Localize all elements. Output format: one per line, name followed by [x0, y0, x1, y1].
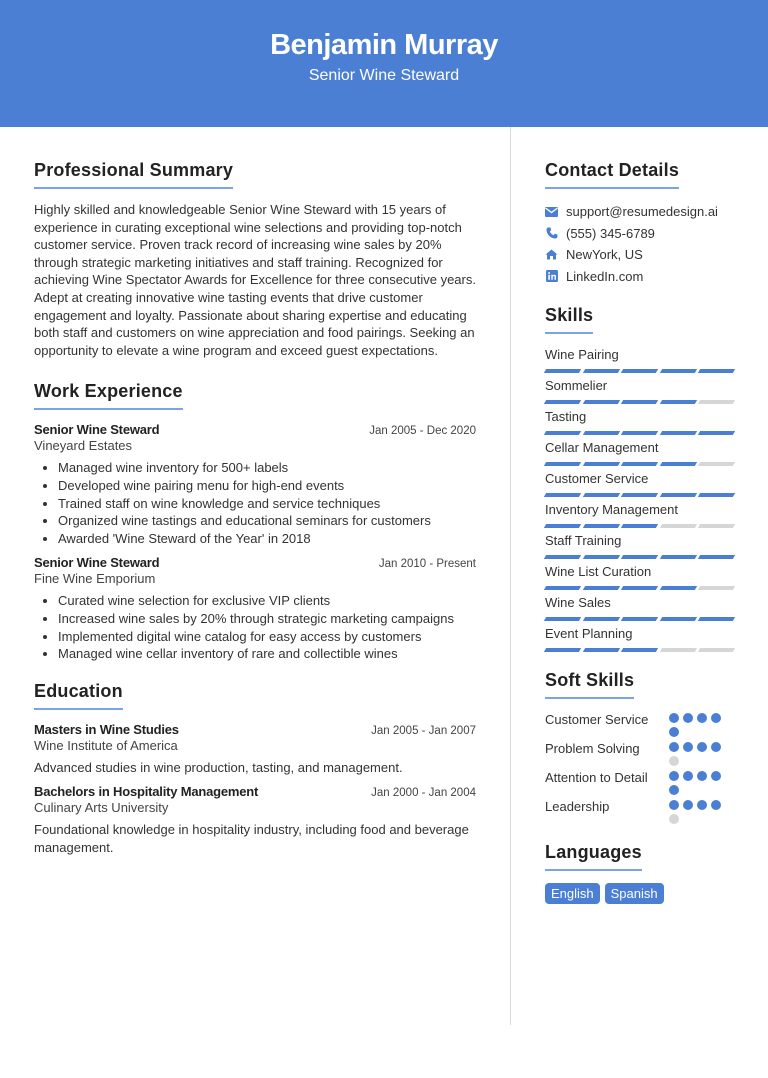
rating-dot-filled	[697, 800, 707, 810]
skill-name: Sommelier	[545, 378, 608, 393]
skill-level-bar	[545, 555, 734, 559]
job-title: Senior Wine Steward	[34, 555, 160, 571]
rating-dot-filled	[683, 742, 693, 752]
skill-level-bar	[545, 431, 734, 435]
rating-dot-filled	[683, 713, 693, 723]
education-section	[34, 681, 476, 857]
skill-item	[545, 625, 740, 652]
skill-segment-filled	[621, 462, 658, 466]
job-header	[34, 422, 476, 437]
skill-segment-filled	[544, 400, 581, 404]
soft-skill-item	[545, 798, 740, 824]
job-header	[34, 555, 476, 570]
job-bullet: • Increased wine sales by 20% through strategic marketing campaigns	[58, 610, 476, 628]
rating-dot-filled	[669, 800, 679, 810]
rating-dot-filled	[711, 742, 721, 752]
soft-skill-rating	[669, 740, 725, 766]
education-entry	[34, 722, 476, 777]
rating-dot-filled	[697, 742, 707, 752]
skill-segment-filled	[544, 555, 581, 559]
skill-segment-filled	[582, 431, 619, 435]
job-bullet: • Organized wine tastings and educational seminars for customers	[58, 512, 476, 530]
skill-segment-filled	[582, 648, 619, 652]
rating-dot-filled	[669, 713, 679, 723]
education-description: Foundational knowledge in hospitality industry, including food and beverage management.	[34, 822, 469, 855]
contact-item[interactable]	[545, 266, 740, 288]
skill-segment-empty	[698, 524, 735, 528]
rating-dot-filled	[711, 800, 721, 810]
skill-name: Wine Sales	[545, 595, 611, 610]
rating-dot-filled	[669, 785, 679, 795]
education-dates: Jan 2005 - Jan 2007	[371, 724, 476, 737]
contact-item[interactable]	[545, 223, 740, 245]
skill-item	[545, 439, 740, 466]
skill-segment-filled	[698, 493, 735, 497]
summary-text: Highly skilled and knowledgeable Senior Wine Steward with 15 years of experience in curating exceptional wine selections and providing top-notch customer service. Proven track record of increasing wine sales by 20% through strategic marketing initiatives and staff training. Recognized for achieving Wine Spectator Awards for Excellence for three consecutive years. Adept at creating innovative wine tasting events that drive customer engagement and loyalty. Passionate about sharing expertise and educating both staff and customers on wine appreciation and food pairings. Seeking an opportunity to elevate a wine program and exceed guest expectations.	[34, 202, 476, 358]
skill-level-bar	[545, 648, 734, 652]
skill-level-bar	[545, 586, 734, 590]
resume-header	[0, 0, 768, 127]
rating-dot-filled	[697, 713, 707, 723]
education-heading: Education	[34, 681, 123, 710]
skill-level-bar	[545, 400, 734, 404]
contact-text[interactable]: NewYork, US	[566, 247, 643, 263]
skill-name: Customer Service	[545, 471, 649, 486]
skill-segment-filled	[698, 617, 735, 621]
skill-segment-filled	[660, 431, 697, 435]
soft-skill-rating	[669, 711, 725, 737]
job-entry	[34, 555, 476, 662]
skill-name: Staff Training	[545, 533, 622, 548]
education-school: Wine Institute of America	[34, 737, 178, 753]
skill-segment-filled	[621, 431, 658, 435]
soft-skill-rating	[669, 798, 725, 824]
right-column	[545, 160, 740, 922]
rating-dot-filled	[683, 771, 693, 781]
skill-segment-filled	[582, 586, 619, 590]
education-dates: Jan 2000 - Jan 2004	[371, 787, 476, 800]
skill-segment-filled	[660, 617, 697, 621]
soft-skill-name: Problem Solving	[545, 741, 640, 756]
skill-segment-empty	[698, 648, 735, 652]
languages-heading: Languages	[545, 842, 642, 871]
skill-item	[545, 346, 740, 373]
skill-segment-filled	[582, 369, 619, 373]
job-bullet: • Trained staff on wine knowledge and service techniques	[58, 495, 476, 513]
skill-item	[545, 501, 740, 528]
languages-section	[545, 842, 740, 904]
skill-name: Wine Pairing	[545, 347, 619, 362]
contact-item[interactable]	[545, 201, 740, 223]
skill-segment-filled	[544, 462, 581, 466]
education-degree: Bachelors in Hospitality Management	[34, 784, 259, 800]
skill-segment-filled	[621, 493, 658, 497]
soft-skill-name: Customer Service	[545, 712, 649, 727]
skill-level-bar	[545, 493, 734, 497]
job-entry	[34, 422, 476, 547]
skill-segment-filled	[660, 586, 697, 590]
soft-skill-item	[545, 711, 740, 737]
skill-name: Event Planning	[545, 626, 633, 641]
linkedin-icon	[545, 270, 558, 283]
rating-dot-filled	[711, 713, 721, 723]
education-header	[34, 784, 476, 799]
job-dates: Jan 2010 - Present	[378, 558, 476, 571]
skill-name: Inventory Management	[545, 502, 678, 517]
skill-segment-filled	[698, 431, 735, 435]
job-company: Fine Wine Emporium	[34, 571, 156, 587]
skill-segment-filled	[621, 524, 658, 528]
soft-skills-section	[545, 670, 740, 824]
soft-skill-rating	[669, 769, 725, 795]
skills-heading: Skills	[545, 305, 593, 334]
skill-segment-filled	[544, 431, 581, 435]
skill-segment-empty	[698, 462, 735, 466]
skill-segment-filled	[582, 462, 619, 466]
education-header	[34, 722, 476, 737]
skill-segment-filled	[660, 462, 697, 466]
education-school: Culinary Arts University	[34, 800, 169, 816]
skill-item	[545, 532, 740, 559]
candidate-title: Senior Wine Steward	[308, 67, 460, 84]
contact-heading: Contact Details	[545, 160, 679, 189]
contact-section	[545, 160, 740, 287]
skill-segment-filled	[621, 617, 658, 621]
skill-segment-filled	[698, 555, 735, 559]
skill-segment-filled	[544, 369, 581, 373]
summary-section	[34, 160, 476, 359]
skill-segment-filled	[582, 617, 619, 621]
contact-text[interactable]: LinkedIn.com	[566, 268, 644, 284]
skill-segment-filled	[582, 400, 619, 404]
skill-item	[545, 377, 740, 404]
experience-section	[34, 381, 476, 662]
job-bullet: • Managed wine inventory for 500+ labels	[58, 459, 476, 477]
job-title: Senior Wine Steward	[34, 422, 160, 438]
education-description: Advanced studies in wine production, tasting, and management.	[34, 759, 403, 775]
rating-dot-empty	[669, 756, 679, 766]
job-bullets	[34, 459, 476, 547]
rating-dot-filled	[669, 727, 679, 737]
job-bullet: • Developed wine pairing menu for high-end events	[58, 477, 476, 495]
skill-segment-filled	[582, 524, 619, 528]
skill-segment-filled	[660, 400, 697, 404]
envelope-icon	[545, 205, 558, 218]
contact-text[interactable]: (555) 345-6789	[566, 225, 655, 241]
skill-name: Wine List Curation	[545, 564, 652, 579]
job-dates: Jan 2005 - Dec 2020	[369, 425, 476, 438]
skill-item	[545, 470, 740, 497]
skill-item	[545, 408, 740, 435]
contact-item[interactable]	[545, 244, 740, 266]
job-bullets	[34, 592, 476, 662]
job-bullet: • Awarded 'Wine Steward of the Year' in 2018	[58, 530, 476, 548]
language-badge: Spanish	[605, 883, 664, 904]
rating-dot-filled	[697, 771, 707, 781]
skill-segment-filled	[544, 524, 581, 528]
skill-segment-filled	[698, 369, 735, 373]
skill-segment-empty	[660, 524, 697, 528]
soft-skill-name: Leadership	[545, 799, 610, 814]
skill-segment-empty	[698, 400, 735, 404]
skill-segment-filled	[621, 555, 658, 559]
skill-name: Tasting	[545, 409, 587, 424]
rating-dot-filled	[683, 800, 693, 810]
education-entry	[34, 784, 476, 856]
skill-segment-filled	[544, 648, 581, 652]
skill-segment-filled	[621, 369, 658, 373]
skills-section	[545, 305, 740, 652]
job-bullet: • Implemented digital wine catalog for easy access by customers	[58, 628, 476, 646]
left-column	[34, 160, 476, 874]
phone-icon	[545, 227, 558, 240]
skill-segment-filled	[544, 617, 581, 621]
rating-dot-filled	[669, 771, 679, 781]
home-icon	[545, 248, 558, 261]
skill-segment-filled	[660, 493, 697, 497]
rating-dot-empty	[669, 814, 679, 824]
skill-segment-filled	[660, 369, 697, 373]
skill-segment-filled	[544, 586, 581, 590]
education-degree: Masters in Wine Studies	[34, 721, 179, 737]
skill-name: Cellar Management	[545, 440, 659, 455]
soft-skill-item	[545, 769, 740, 795]
skill-segment-filled	[544, 493, 581, 497]
skill-segment-filled	[660, 555, 697, 559]
candidate-name: Benjamin Murray	[270, 29, 498, 61]
skill-segment-filled	[621, 400, 658, 404]
skill-level-bar	[545, 462, 734, 466]
soft-skill-item	[545, 740, 740, 766]
rating-dot-filled	[669, 742, 679, 752]
skill-item	[545, 563, 740, 590]
skill-level-bar	[545, 369, 734, 373]
experience-heading: Work Experience	[34, 381, 183, 410]
skill-item	[545, 594, 740, 621]
contact-text[interactable]: support@resumedesign.ai	[566, 204, 718, 220]
soft-skill-name: Attention to Detail	[545, 770, 648, 785]
skill-segment-empty	[698, 586, 735, 590]
skill-segment-filled	[621, 586, 658, 590]
skill-segment-empty	[660, 648, 697, 652]
skill-level-bar	[545, 524, 734, 528]
skill-level-bar	[545, 617, 734, 621]
column-divider	[510, 127, 511, 1025]
summary-heading: Professional Summary	[34, 160, 233, 189]
job-company: Vineyard Estates	[34, 438, 133, 454]
skill-segment-filled	[582, 555, 619, 559]
skill-segment-filled	[621, 648, 658, 652]
language-badge: English	[545, 883, 600, 904]
job-bullet: • Managed wine cellar inventory of rare and collectible wines	[58, 645, 476, 663]
skill-segment-filled	[582, 493, 619, 497]
job-bullet: • Curated wine selection for exclusive VIP clients	[58, 592, 476, 610]
rating-dot-filled	[711, 771, 721, 781]
soft-skills-heading: Soft Skills	[545, 670, 634, 699]
